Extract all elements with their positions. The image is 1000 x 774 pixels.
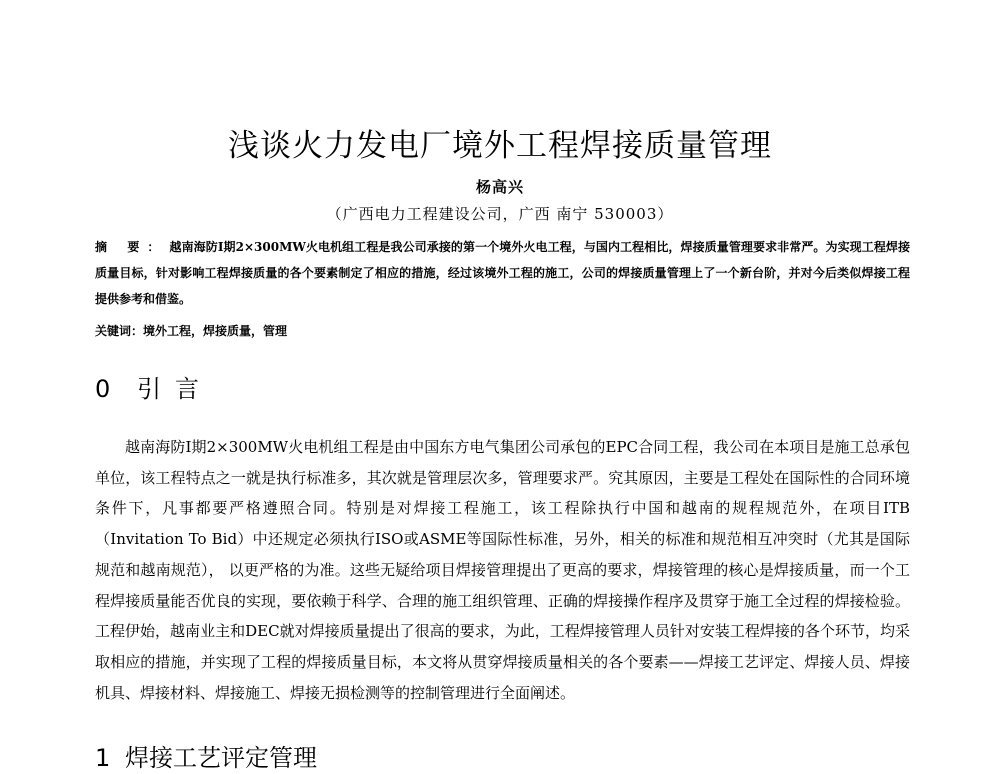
author-name: 杨高兴: [475, 178, 524, 196]
abstract-label: 摘 要：: [95, 240, 168, 254]
keywords-text: 境外工程，焊接质量，管理: [143, 324, 288, 338]
section-heading-welding-procedure: [95, 742, 317, 774]
author-affiliation: （广西电力工程建设公司，广西 南宁 530003）: [326, 205, 674, 223]
section-number: 0: [95, 375, 111, 403]
section-number: 1: [95, 744, 111, 772]
abstract-text: 越南海防Ⅰ期2×300MW火电机组工程是我公司承接的第一个境外火电工程，与国内工程相比，焊接质量管理要求非常严。为实现工程焊接质量目标，针对影响工程焊接质量的各个要素制定了相应的措施，经过该境外工程的施工，公司的焊接质量管理上了一个新台阶，并对今后类似焊接工程提供参考和借鉴。: [95, 240, 910, 306]
page-title: 浅谈火力发电厂境外工程焊接质量管理: [228, 128, 772, 164]
section-heading-introduction: [95, 373, 213, 405]
keywords-label: 关键词：: [95, 324, 144, 338]
section-title: 焊接工艺评定管理: [125, 744, 317, 772]
abstract: [95, 234, 910, 312]
section-title: 引言: [137, 375, 213, 403]
introduction-paragraph: 越南海防Ⅰ期2×300MW火电机组工程是由中国东方电气集团公司承包的EPC合同工程，我公司在本项目是施工总承包单位，该工程特点之一就是执行标准多，其次就是管理层次多，管理要求严。究其原因，主要是工程处在国际性的合同环境条件下，凡事都要严格遵照合同。特别是对焊接工程施工，该工程除执行中国和越南的规程规范外，在项目ITB（Invitation To Bid）中还规定必须执行ISO或ASME等国际性标准，另外，相关的标准和规范相互冲突时（尤其是国际规范和越南规范）， 以更严格的为准。这些无疑给项目焊接管理提出了更高的要求，焊接管理的核心是焊接质量，而一个工程焊接质量能否优良的实现，要依赖于科学、合理的施工组织管理、正确的焊接操作程序及贯穿于施工全过程的焊接检验。工程伊始，越南业主和DEC就对焊接质量提出了很高的要求，为此，工程焊接管理人员针对安装工程焊接的各个环节，均采取相应的措施，并实现了工程的焊接质量目标，本文将从贯穿焊接质量相关的各个要素——焊接工艺评定、焊接人员、焊接机具、焊接材料、焊接施工、焊接无损检测等的控制管理进行全面阐述。: [95, 438, 910, 702]
keywords: [95, 320, 910, 342]
